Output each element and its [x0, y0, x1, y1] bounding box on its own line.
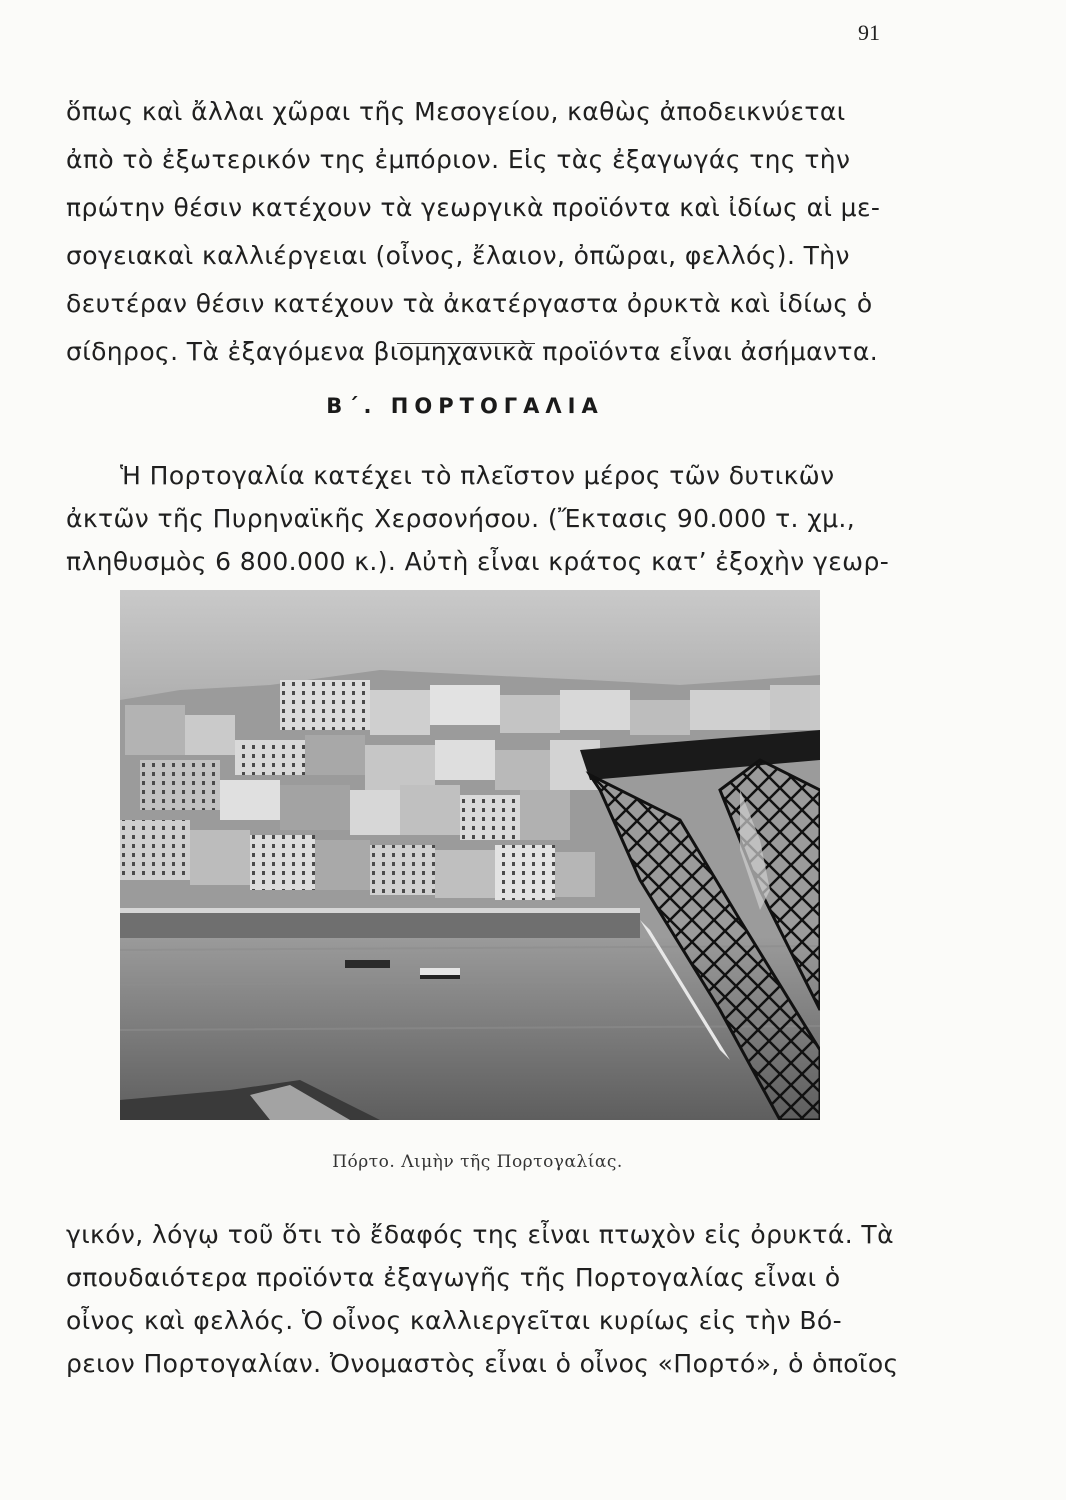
- paragraph-portugal-exports: [66, 1213, 899, 1385]
- text-line: δευτέραν θέσιν κατέχουν τὰ ἀκατέργαστα ὀρυκτὰ καὶ ἰδίως ὁ: [66, 289, 873, 318]
- text-line: ἀπὸ τὸ ἐξωτερικόν της ἐμπόριον. Εἰς τὰς ἐξαγωγάς της τὴν: [66, 145, 851, 174]
- section-divider: [397, 343, 535, 344]
- paragraph-mediterranean-exports: [66, 88, 896, 376]
- text-line: ὅπως καὶ ἄλλαι χῶραι τῆς Μεσογείου, καθὼς ἀποδεικνύεται: [66, 97, 846, 126]
- photo-quay: [120, 910, 640, 940]
- paragraph-portugal-intro: [66, 454, 896, 583]
- text-line: ρειον Πορτογαλίαν. Ὀνομαστὸς εἶναι ὁ οἶνος «Πορτό», ὁ ὁποῖος: [66, 1349, 899, 1378]
- section-heading: Β΄. ΠΟΡΤΟΓΑΛΙΑ: [326, 394, 604, 418]
- text-line: σίδηρος. Τὰ ἐξαγόμενα βιομηχανικὰ προϊόντα εἶναι ἀσήμαντα.: [66, 337, 879, 366]
- text-line: πληθυσμὸς 6 800.000 κ.). Αὐτὴ εἶναι κράτος κατ’ ἐξοχὴν γεωρ-: [66, 547, 890, 576]
- text-line: οἶνος καὶ φελλός. Ὁ οἶνος καλλιεργεῖται κυρίως εἰς τὴν Βό-: [66, 1306, 842, 1335]
- figure-caption: Πόρτο. Λιμὴν τῆς Πορτογαλίας.: [332, 1152, 623, 1172]
- text-line: πρώτην θέσιν κατέχουν τὰ γεωργικὰ προϊόντα καὶ ἰδίως αἱ με-: [66, 193, 881, 222]
- text-line: γικόν, λόγῳ τοῦ ὅτι τὸ ἔδαφός της εἶναι πτωχὸν εἰς ὀρυκτά. Τὰ: [66, 1220, 894, 1249]
- text-line: σπουδαιότερα προϊόντα ἐξαγωγῆς τῆς Πορτογαλίας εἶναι ὁ: [66, 1263, 841, 1292]
- page-number: 91: [858, 20, 880, 45]
- text-line: σογειακαὶ καλλιέργειαι (οἶνος, ἔλαιον, ὀπῶραι, φελλός). Τὴν: [66, 241, 850, 270]
- text-line: Ἡ Πορτογαλία κατέχει τὸ πλεῖστον μέρος τῶν δυτικῶν: [120, 461, 835, 490]
- text-line: ἀκτῶν τῆς Πυρηναϊκῆς Χερσονήσου. (Ἔκτασις 90.000 τ. χμ.,: [66, 504, 856, 533]
- porto-harbor-photo: [120, 590, 820, 1120]
